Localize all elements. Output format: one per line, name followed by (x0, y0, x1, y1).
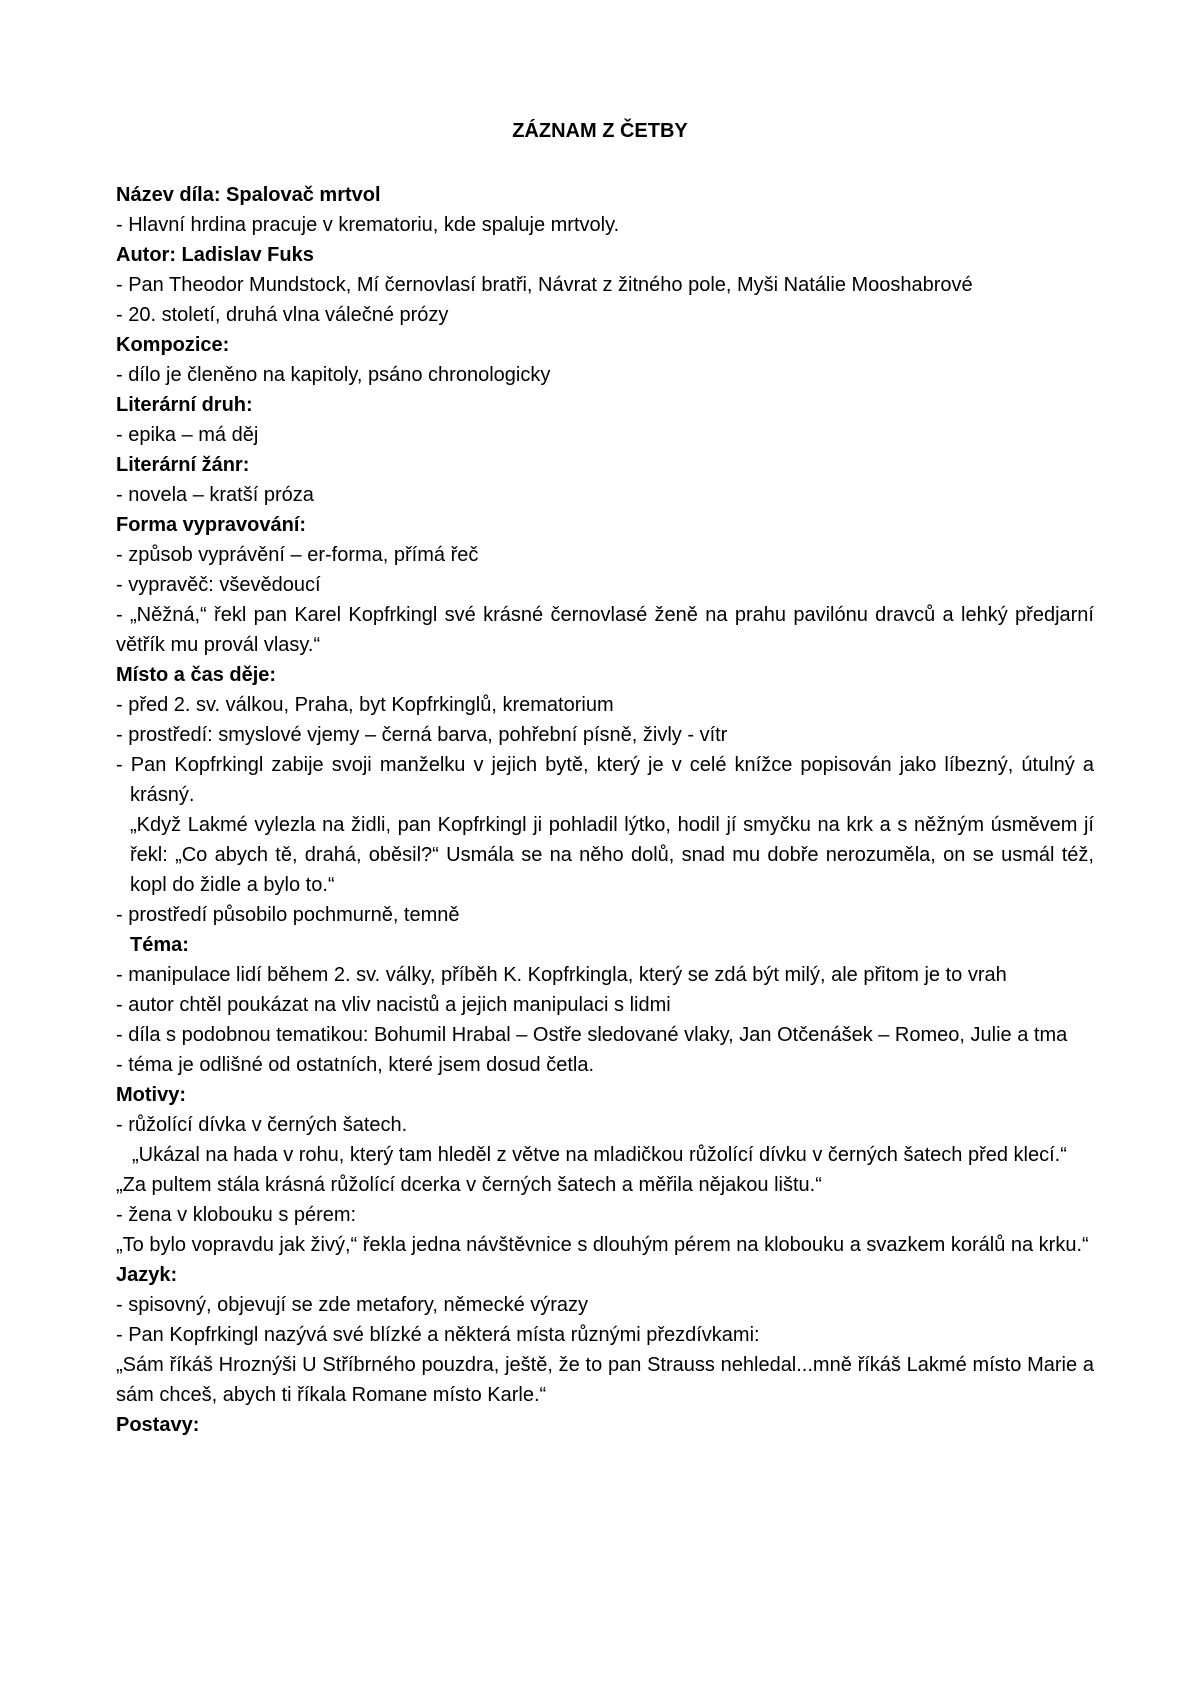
text-line: - téma je odlišné od ostatních, které jsem dosud četla. (116, 1054, 595, 1076)
section-heading: Téma: (130, 934, 189, 956)
section-heading: Literární druh: (116, 394, 253, 416)
section-heading: Postavy: (116, 1414, 200, 1436)
text-line: - prostředí: smyslové vjemy – černá barva, pohřební písně, živly - vítr (116, 724, 728, 746)
section-heading: Název díla: Spalovač mrtvol (116, 184, 381, 206)
quote-paragraph: „Ukázal na hada v rohu, který tam hleděl z větve na mladičkou růžolící dívku v černých šatech před klecí.“ (132, 1144, 1067, 1166)
text-line: - prostředí působilo pochmurně, temně (116, 904, 460, 926)
text-line: - vypravěč: vševědoucí (116, 574, 321, 596)
text-line: - novela – kratší próza (116, 484, 314, 506)
quote-paragraph: - „Něžná,“ řekl pan Karel Kopfrkingl své krásné černovlasé ženě na prahu pavilónu dravců a lehký předjarní větřík mu provál vlasy.“ (116, 604, 1094, 656)
text-line: - žena v klobouku s pérem: (116, 1204, 357, 1226)
section-heading: Jazyk: (116, 1264, 178, 1286)
page-title: ZÁZNAM Z ČETBY (512, 120, 688, 142)
quote-line: „Za pultem stála krásná růžolící dcerka v černých šatech a měřila nějakou lištu.“ (116, 1174, 822, 1196)
quote-paragraph: „Sám říkáš Hroznýši U Stříbrného pouzdra, ještě, že to pan Strauss nehledal...mně říkáš Lakmé místo Marie a sám chceš, abych ti říkala Romane místo Karle.“ (116, 1354, 1094, 1406)
document-body (116, 180, 1094, 1440)
section-heading: Kompozice: (116, 334, 230, 356)
text-line: - spisovný, objevují se zde metafory, německé výrazy (116, 1294, 589, 1316)
text-line: - Hlavní hrdina pracuje v krematoriu, kde spaluje mrtvoly. (116, 214, 620, 236)
text-line: - 20. století, druhá vlna válečné prózy (116, 304, 449, 326)
quote-paragraph: „To bylo vopravdu jak živý,“ řekla jedna návštěvnice s dlouhým pérem na klobouku a svazkem korálů na krku.“ (116, 1234, 1089, 1256)
section-heading: Motivy: (116, 1084, 186, 1106)
section-heading: Forma vypravování: (116, 514, 307, 536)
text-line: - Pan Kopfrkingl nazývá své blízké a některá místa různými přezdívkami: (116, 1324, 760, 1346)
text-line: - Pan Theodor Mundstock, Mí černovlasí bratři, Návrat z žitného pole, Myši Natálie Mooshabrové (116, 274, 973, 296)
text-line: - dílo je členěno na kapitoly, psáno chronologicky (116, 364, 551, 386)
list-paragraph: - manipulace lidí během 2. sv. války, příběh K. Kopfrkingla, který se zdá být milý, ale přitom je to vrah (116, 964, 1007, 986)
text-line: - způsob vyprávění – er-forma, přímá řeč (116, 544, 479, 566)
text-line: - růžolící dívka v černých šatech. (116, 1114, 408, 1136)
text-line: - epika – má děj (116, 424, 259, 446)
text-line: - autor chtěl poukázat na vliv nacistů a jejich manipulaci s lidmi (116, 994, 671, 1016)
text-line: - před 2. sv. válkou, Praha, byt Kopfrkinglů, krematorium (116, 694, 614, 716)
section-heading: Literární žánr: (116, 454, 250, 476)
quote-paragraph: „Když Lakmé vylezla na židli, pan Kopfrkingl ji pohladil lýtko, hodil jí smyčku na krk a s něžným úsměvem jí řekl: „Co abych tě, drahá, oběsil?“ Usmála se na něho dolů, snad mu dobře nerozuměla, on se usmál též, kopl do židle a bylo to.“ (130, 814, 1094, 896)
section-heading: Autor: Ladislav Fuks (116, 244, 314, 266)
section-heading: Místo a čas děje: (116, 664, 277, 686)
list-paragraph: - Pan Kopfrkingl zabije svoji manželku v jejich bytě, který je v celé knížce popisován jako líbezný, útulný a krásný. (116, 754, 1094, 806)
list-paragraph: - díla s podobnou tematikou: Bohumil Hrabal – Ostře sledované vlaky, Jan Otčenášek – Romeo, Julie a tma (116, 1024, 1068, 1046)
